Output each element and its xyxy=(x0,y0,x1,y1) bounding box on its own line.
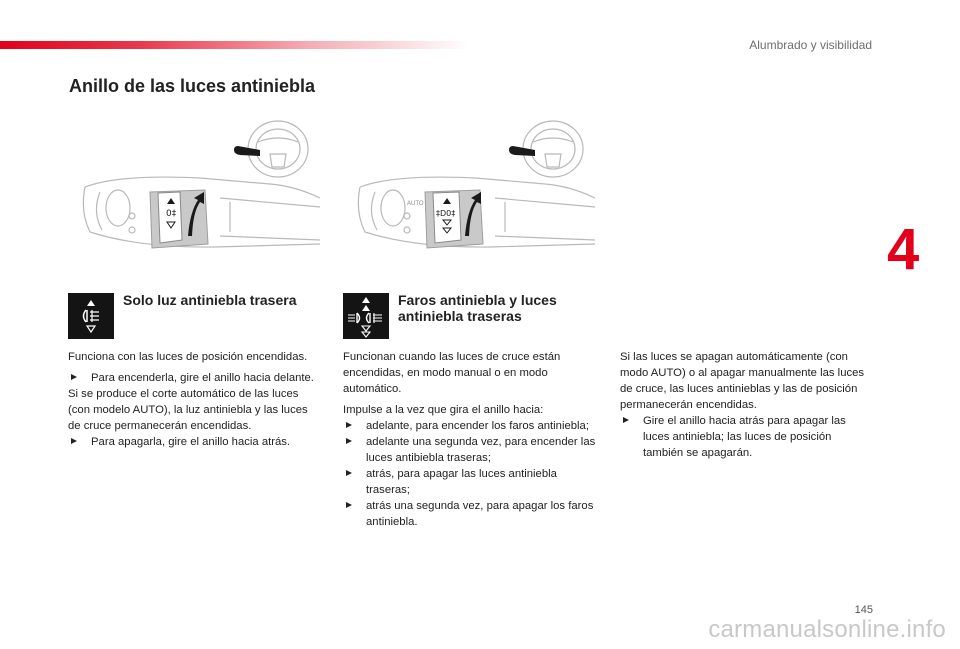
list-item: atrás una segunda vez, para apagar los faros antiniebla. xyxy=(343,498,598,530)
front-rear-fog-lead: Impulse a la vez que gira el anillo hacia: xyxy=(343,404,544,416)
list-item: adelante, para encender los faros antiniebla; xyxy=(343,418,598,434)
list-item: atrás, para apagar las luces antiniebla traseras; xyxy=(343,466,598,498)
rear-fog-section-title: Solo luz antiniebla trasera xyxy=(123,292,297,308)
front-rear-fog-text xyxy=(343,349,598,530)
rear-fog-light-icon xyxy=(68,293,114,339)
svg-text:0‡: 0‡ xyxy=(166,209,177,219)
auto-mode-text: Si las luces se apagan automáticamente (con modo AUTO) o al apagar manualmente las luces de cruce, las luces antinieblas y las de posición permanecerán encendidas. xyxy=(620,351,865,411)
fog-light-stalk-rear-illustration xyxy=(80,112,325,257)
page-number: 145 xyxy=(854,604,873,616)
front-rear-fog-light-icon xyxy=(343,293,389,339)
svg-text:‡D0‡: ‡D0‡ xyxy=(436,209,456,218)
rear-fog-text xyxy=(68,349,318,450)
list-item: Gire el anillo hacia atrás para apagar las luces antiniebla; las luces de posición también se apagarán. xyxy=(620,413,865,461)
list-item: Para encenderla, gire el anillo hacia delante. xyxy=(68,370,318,386)
auto-label: AUTO xyxy=(407,201,424,207)
watermark: carmanualsonline.info xyxy=(708,616,946,643)
list-item: Para apagarla, gire el anillo hacia atrás. xyxy=(68,434,318,450)
auto-mode-note xyxy=(620,349,865,461)
rear-fog-intro: Funciona con las luces de posición encendidas. xyxy=(68,351,308,363)
section-header: Alumbrado y visibilidad xyxy=(749,38,872,52)
header-accent-bar xyxy=(0,41,470,49)
rear-fog-note: Si se produce el corte automático de las luces (con modelo AUTO), la luz antiniebla y las luces de cruce permanecerán encendidas. xyxy=(68,388,308,432)
chapter-number: 4 xyxy=(887,217,920,282)
page-title: Anillo de las luces antiniebla xyxy=(69,76,316,96)
list-item: adelante una segunda vez, para encender las luces antibiebla traseras; xyxy=(343,434,598,466)
front-rear-fog-section-title: Faros antiniebla y luces antiniebla traseras xyxy=(398,292,557,324)
fog-light-stalk-front-rear-illustration xyxy=(355,112,600,257)
front-rear-fog-intro: Funcionan cuando las luces de cruce están encendidas, en modo manual o en modo automático. xyxy=(343,351,561,395)
